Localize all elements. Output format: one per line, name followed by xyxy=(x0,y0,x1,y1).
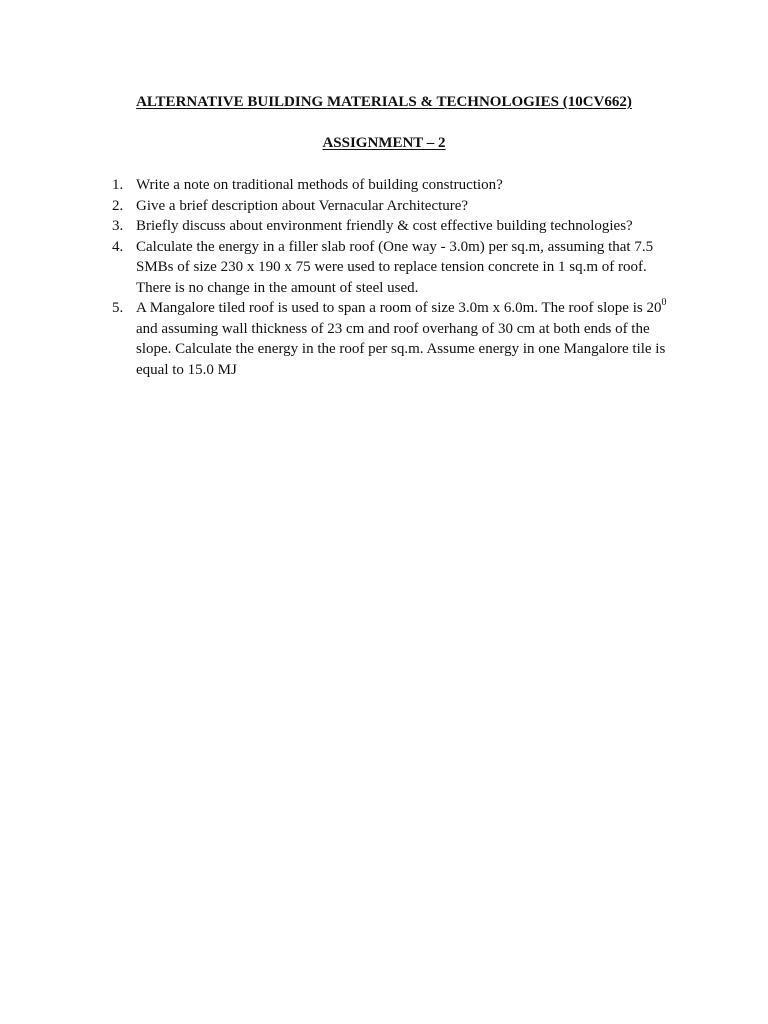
question-text xyxy=(136,297,667,378)
question-item-2 xyxy=(108,196,668,217)
question-text-part-1: A Mangalore tiled roof is used to span a room of size 3.0m x 6.0m. The roof slope is 20 xyxy=(136,300,662,316)
question-number: 2. xyxy=(112,197,124,214)
question-item-1 xyxy=(108,175,668,196)
degree-superscript: 0 xyxy=(661,297,667,308)
question-text: Give a brief description about Vernacular Architecture? xyxy=(136,197,469,214)
question-text: Briefly discuss about environment friendly & cost effective building technologies? xyxy=(136,218,633,234)
document-title xyxy=(0,92,768,112)
assignment-heading xyxy=(0,133,768,153)
question-number: 4. xyxy=(112,238,124,255)
document-title-text: ALTERNATIVE BUILDING MATERIALS & TECHNOLOGIES (10CV662) xyxy=(136,94,632,110)
question-text: Write a note on traditional methods of building construction? xyxy=(136,177,503,193)
question-list xyxy=(108,175,668,380)
question-number: 5. xyxy=(112,300,124,316)
question-item-4 xyxy=(108,237,668,299)
assignment-heading-text: ASSIGNMENT – 2 xyxy=(322,135,446,151)
question-text: Calculate the energy in a filler slab roof (One way - 3.0m) per sq.m, assuming that 7.5 SMBs of size 230 x 190 x 75 were used to replace tension concrete in 1 sq.m of roof. There is no change in the amount of steel used. xyxy=(136,238,654,296)
question-item-3 xyxy=(108,216,668,237)
question-item-5 xyxy=(108,298,668,380)
question-number: 1. xyxy=(112,177,124,193)
question-number: 3. xyxy=(112,218,124,234)
question-text-part-2: and assuming wall thickness of 23 cm and roof overhang of 30 cm at both ends of the slope. Calculate the energy in the roof per sq.m. Assume energy in one Mangalore tile is equal to 15.0 MJ xyxy=(136,320,666,378)
